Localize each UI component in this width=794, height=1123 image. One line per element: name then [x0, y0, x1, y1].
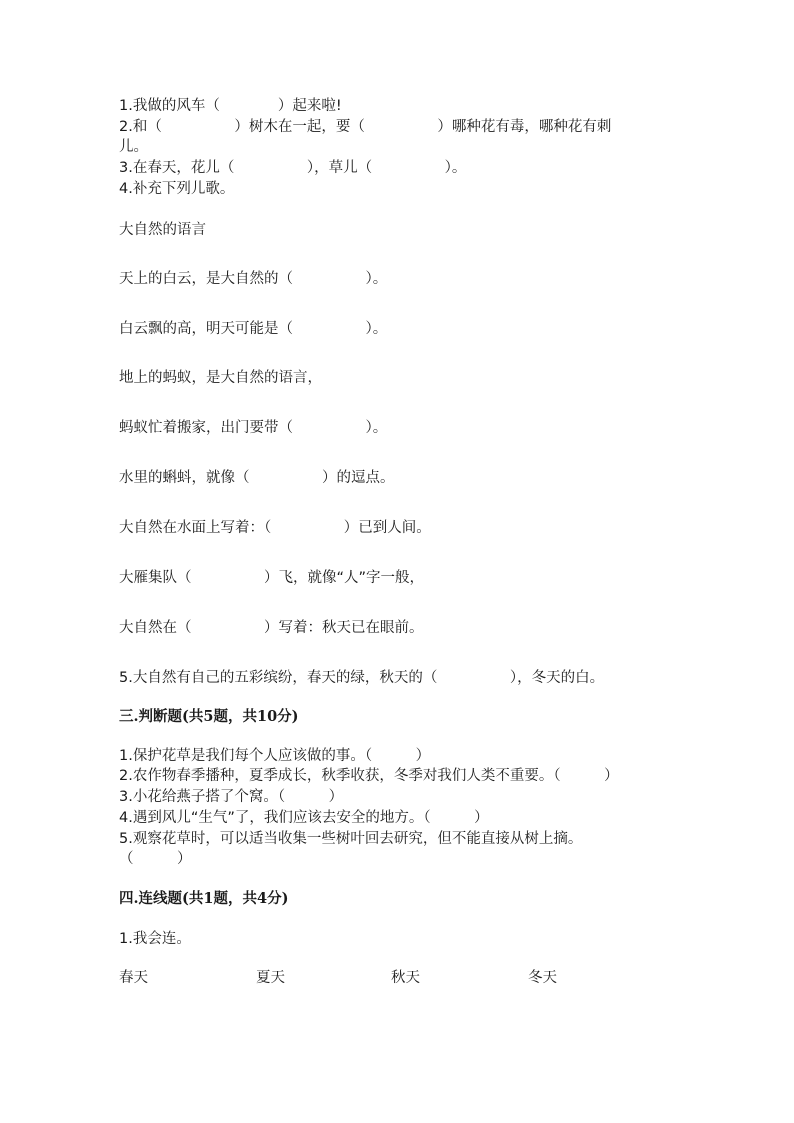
poem-line-4: 蚂蚁忙着搬家，出门要带（ ）。: [119, 420, 388, 436]
poem-line-1: 天上的白云，是大自然的（ ）。: [119, 271, 388, 287]
season-spring: 春天: [119, 970, 148, 986]
question-2: 2.和（ ）树木在一起，要（ ）哪种花有毒，哪种花有刺: [119, 119, 612, 135]
judge-question-4: 4.遇到风儿“生气”了，我们应该去安全的地方。（ ）: [119, 810, 489, 826]
judge-question-3: 3.小花给燕子搭了个窝。（ ）: [119, 789, 344, 805]
question-3: 3.在春天，花儿（ ），草儿（ ）。: [119, 160, 467, 176]
poem-line-8: 大自然在（ ）写着：秋天已在眼前。: [119, 620, 424, 636]
matching-question-1: 1.我会连。: [119, 931, 191, 947]
judge-question-5-answer: （ ）: [119, 851, 192, 867]
poem-line-5: 水里的蝌蚪，就像（ ）的逗点。: [119, 470, 395, 486]
season-summer: 夏天: [256, 970, 285, 986]
question-1: 1.我做的风车（ ）起来啦!: [119, 98, 342, 114]
question-5: 5.大自然有自己的五彩缤纷，春天的绿，秋天的（ ），冬天的白。: [119, 670, 605, 686]
season-autumn: 秋天: [391, 970, 420, 986]
poem-title: 大自然的语言: [119, 222, 206, 238]
judge-question-5: 5.观察花草时，可以适当收集一些树叶回去研究，但不能直接从树上摘。: [119, 831, 583, 847]
section-heading-matching: 四.连线题(共1题，共4分): [119, 890, 289, 907]
question-4: 4.补充下列儿歌。: [119, 181, 235, 197]
poem-line-2: 白云飘的高，明天可能是（ ）。: [119, 321, 388, 337]
question-2-continued: 儿。: [119, 139, 148, 155]
poem-line-3: 地上的蚂蚁，是大自然的语言，: [119, 370, 322, 386]
judge-question-2: 2.农作物春季播种，夏季成长，秋季收获，冬季对我们人类不重要。（ ）: [119, 768, 619, 784]
poem-line-6: 大自然在水面上写着：（ ）已到人间。: [119, 520, 431, 536]
poem-line-7: 大雁集队（ ）飞，就像“人”字一般，: [119, 570, 425, 586]
section-heading-true-false: 三.判断题(共5题，共10分): [119, 708, 299, 725]
judge-question-1: 1.保护花草是我们每个人应该做的事。（ ）: [119, 748, 431, 764]
season-winter: 冬天: [528, 970, 557, 986]
season-row: [119, 968, 639, 988]
